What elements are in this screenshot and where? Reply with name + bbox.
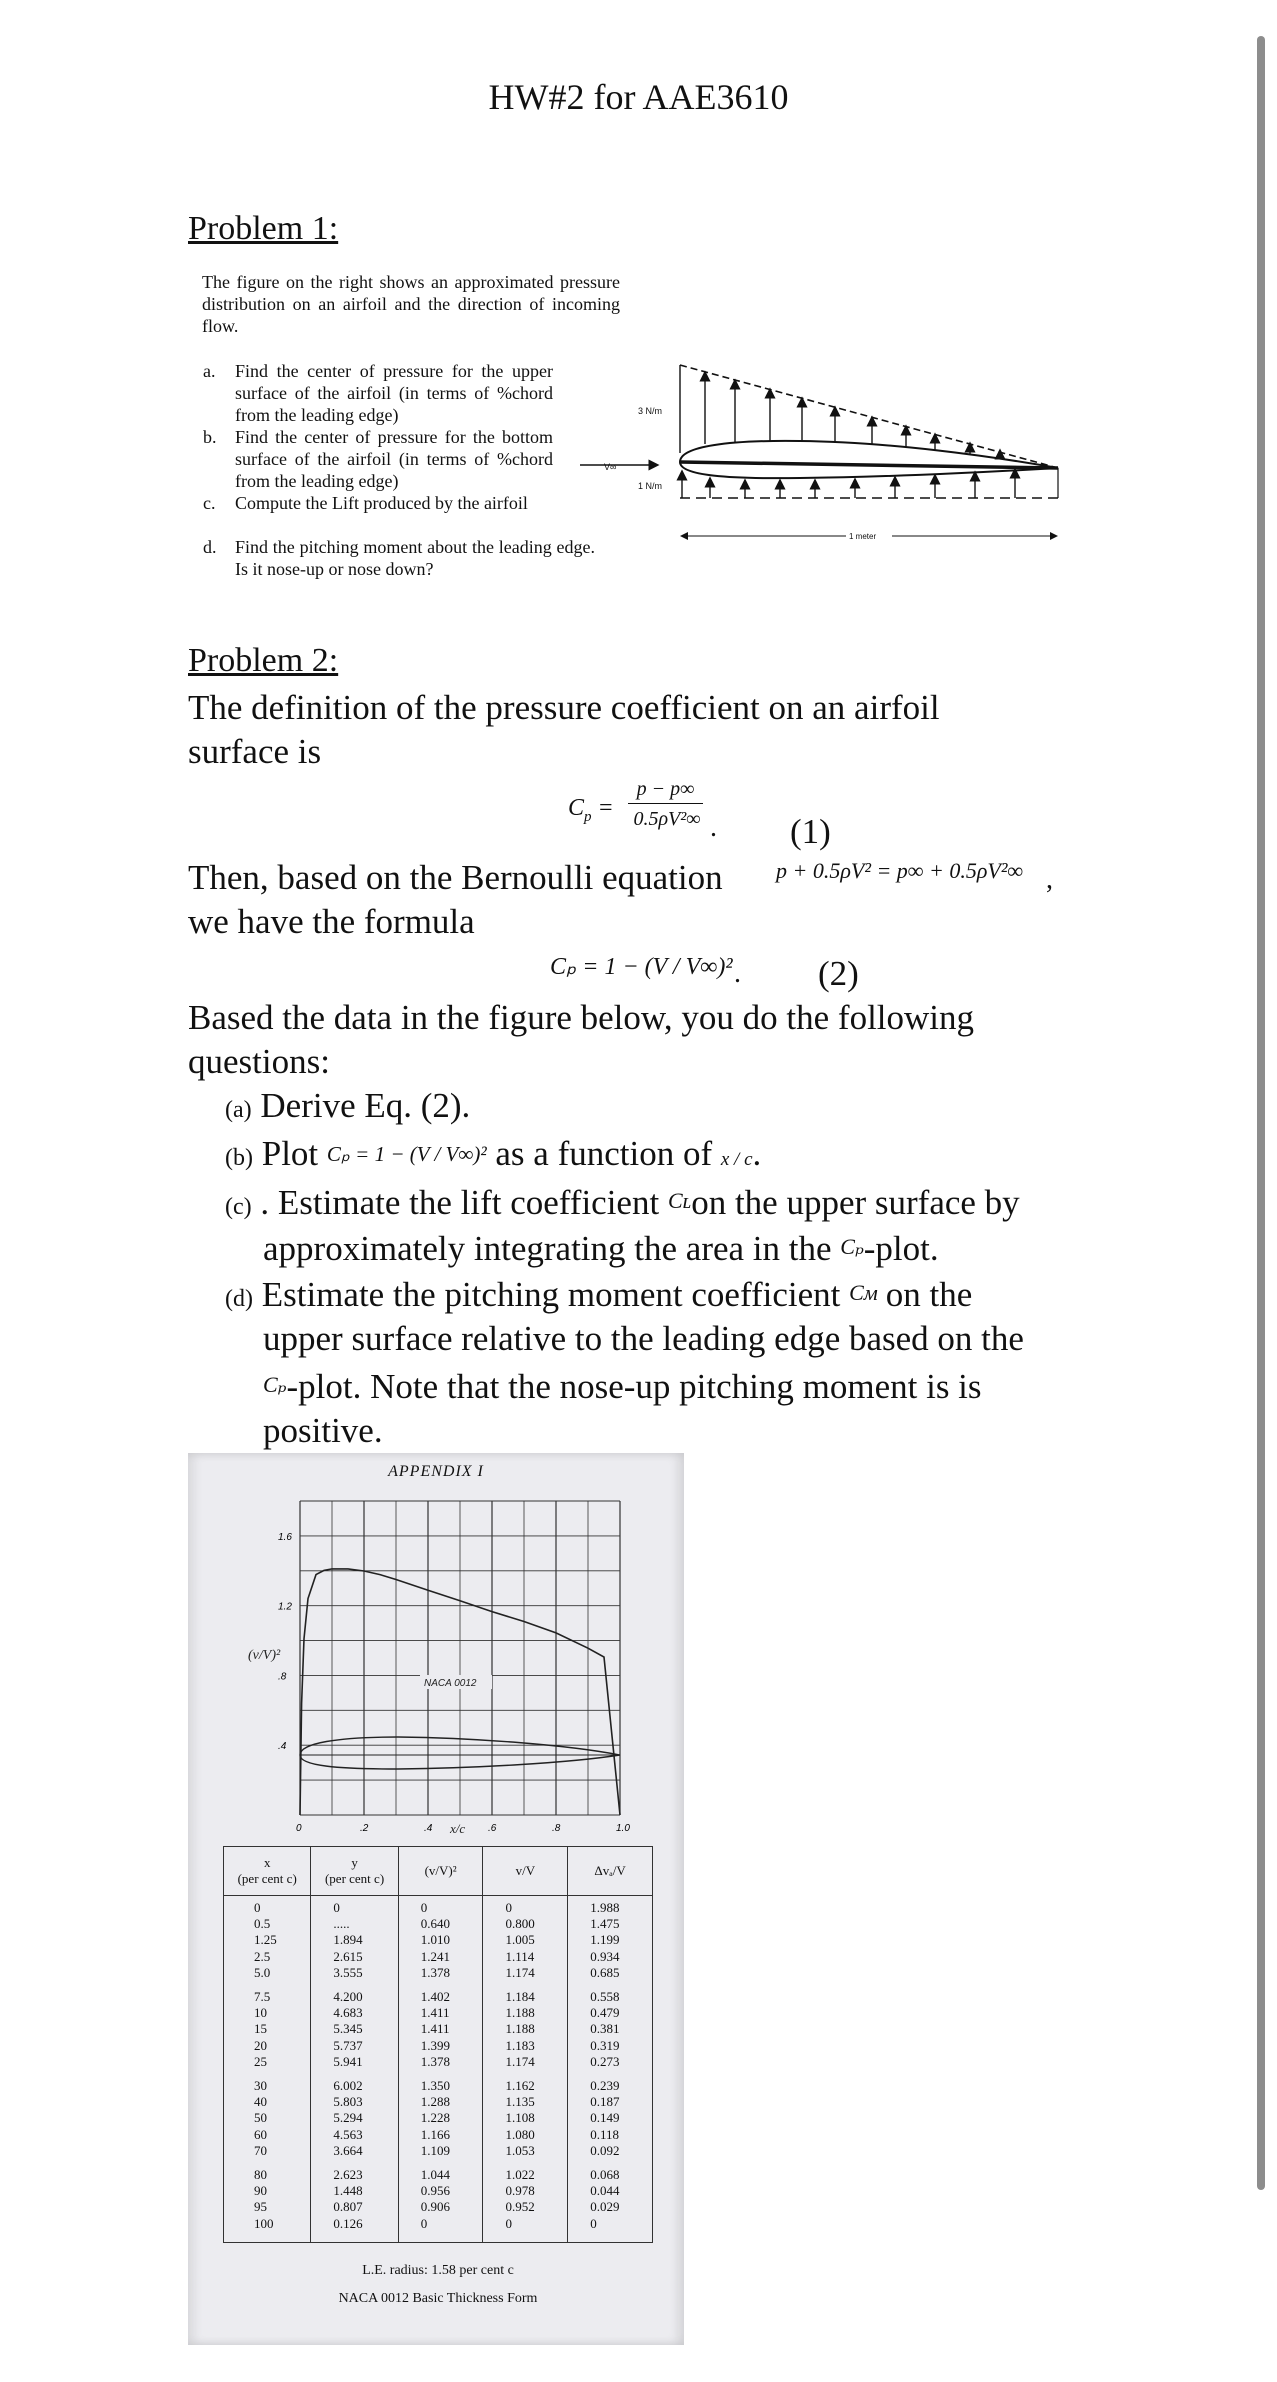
table-value: 0 bbox=[333, 1900, 340, 1915]
table-value: 0.479 bbox=[590, 2005, 620, 2021]
question-d-cont2 bbox=[263, 1362, 982, 1410]
table-value: 5.941 bbox=[333, 2053, 363, 2069]
table-value: 1.010 bbox=[420, 1932, 450, 1948]
table-value: 1.080 bbox=[505, 2126, 535, 2142]
chart-xlabel: x/c bbox=[450, 1821, 466, 1836]
table-value: 5.737 bbox=[333, 2037, 363, 2053]
question-d-cont3: positive. bbox=[263, 1411, 383, 1450]
table-cell bbox=[568, 2163, 653, 2242]
question-text: -plot. Note that the nose-up pitching moment is is bbox=[286, 1367, 982, 1406]
table-value: 1.411 bbox=[420, 2021, 450, 2037]
table-value: 0 bbox=[420, 2215, 428, 2231]
table-value: 0.906 bbox=[420, 2199, 450, 2215]
eq1-numerator: p − p∞ bbox=[628, 778, 703, 804]
table-value: 1.053 bbox=[505, 2142, 535, 2158]
table-cell bbox=[398, 1896, 483, 1986]
table-value: 0.118 bbox=[590, 2126, 619, 2142]
table-value: 1.378 bbox=[420, 2053, 450, 2069]
table-value: 1.184 bbox=[505, 1989, 535, 2005]
question-d bbox=[225, 1270, 972, 1322]
table-value: 1.183 bbox=[505, 2037, 535, 2053]
table-value: 1.288 bbox=[420, 2094, 450, 2110]
table-footnote: L.E. radius: 1.58 per cent c bbox=[362, 2263, 514, 2278]
table-value: 1.894 bbox=[333, 1932, 363, 1948]
table-value: 0.807 bbox=[333, 2199, 363, 2215]
page-title: HW#2 for AAE3610 bbox=[488, 77, 789, 117]
table-value: 1.988 bbox=[590, 1900, 620, 1915]
bernoulli-text: Then, based on the Bernoulli equation bbox=[188, 858, 723, 897]
table-value: ..... bbox=[333, 1916, 350, 1932]
scrollbar-thumb[interactable] bbox=[1257, 36, 1265, 2190]
table-value: 80 bbox=[254, 2167, 267, 2183]
table-cell bbox=[311, 2163, 398, 2242]
table-value: 2.5 bbox=[254, 1948, 271, 1964]
table-cell bbox=[483, 1985, 568, 2074]
upper-load-arrows bbox=[705, 376, 1000, 459]
table-value: 95 bbox=[254, 2199, 267, 2215]
question-a bbox=[225, 1083, 470, 1133]
table-value: 25 bbox=[254, 2053, 267, 2069]
table-header: y (per cent c) bbox=[311, 1847, 398, 1896]
table-value: 1.166 bbox=[420, 2126, 450, 2142]
table-value: 0.092 bbox=[590, 2142, 620, 2158]
table-value: 0.640 bbox=[420, 1916, 450, 1932]
question-formula: Cₚ = 1 − (V / V∞)² bbox=[326, 1142, 487, 1166]
table-value: 0 bbox=[505, 2215, 512, 2231]
x-tick-label: .8 bbox=[552, 1823, 561, 1834]
chart-series-label: NACA 0012 bbox=[424, 1678, 477, 1689]
table-value: 0 bbox=[254, 1900, 261, 1915]
table-value: 5.803 bbox=[333, 2094, 363, 2110]
table-cell bbox=[224, 1896, 311, 1986]
table-value: 0 bbox=[505, 1900, 512, 1915]
question-text: as a function of bbox=[495, 1134, 713, 1173]
eq2-formula: Cₚ = 1 − (V / V∞)² bbox=[550, 954, 733, 980]
table-value: 1.378 bbox=[420, 1964, 450, 1980]
question-d-cont1: upper surface relative to the leading edge based on the bbox=[263, 1319, 1024, 1358]
table-value: 1.475 bbox=[590, 1916, 620, 1932]
item-marker: c. bbox=[203, 493, 216, 513]
table-caption: NACA 0012 Basic Thickness Form bbox=[338, 2291, 538, 2306]
table-cell bbox=[568, 2074, 653, 2163]
problem1-item-b bbox=[203, 426, 553, 492]
table-cell bbox=[311, 1985, 398, 2074]
length-label: 1 meter bbox=[849, 532, 877, 541]
table-cell bbox=[224, 1985, 311, 2074]
table-value: 1.350 bbox=[420, 2078, 450, 2094]
table-value: 1.399 bbox=[420, 2037, 450, 2053]
table-value: 0.068 bbox=[590, 2167, 620, 2183]
table-value: 0.319 bbox=[590, 2037, 620, 2053]
table-value: 1.411 bbox=[420, 2005, 450, 2021]
eq1-lhs: $C_p$ = bbox=[568, 795, 614, 825]
table-value: 5.0 bbox=[254, 1964, 271, 1980]
y-tick-label: 1.2 bbox=[278, 1601, 292, 1613]
table-cell bbox=[398, 2163, 483, 2242]
table-value: 0.952 bbox=[505, 2199, 535, 2215]
upper-load-envelope bbox=[680, 365, 1058, 468]
item-text: Find the center of pressure for the upper surface of the airfoil (in terms of %chord from the leading edge) bbox=[235, 361, 553, 425]
x-tick-label: 1.0 bbox=[616, 1823, 630, 1834]
table-value: 1.402 bbox=[420, 1989, 450, 2005]
bernoulli-equation: p + 0.5ρV² = p∞ + 0.5ρV²∞ bbox=[776, 858, 1024, 883]
table-value: 1.448 bbox=[333, 2183, 363, 2199]
problem1-item-a bbox=[203, 360, 553, 426]
appendix-title: APPENDIX I bbox=[388, 1463, 484, 1480]
lower-load-label: 1 N/m bbox=[638, 481, 663, 491]
table-header: v/V bbox=[483, 1847, 568, 1896]
y-tick-label: .4 bbox=[278, 1741, 287, 1753]
pressure-distribution-figure bbox=[570, 350, 1070, 550]
table-value: 50 bbox=[254, 2110, 267, 2126]
table-cell bbox=[483, 2074, 568, 2163]
table-value: 4.563 bbox=[333, 2126, 363, 2142]
table-value: 60 bbox=[254, 2126, 267, 2142]
table-value: 15 bbox=[254, 2021, 267, 2037]
flow-label: V∞ bbox=[604, 462, 617, 472]
table-cell bbox=[398, 2074, 483, 2163]
table-value: 1.188 bbox=[505, 2021, 535, 2037]
eq1-number: (1) bbox=[790, 812, 831, 851]
table-value: 0.934 bbox=[590, 1948, 620, 1964]
table-header: Δvₐ/V bbox=[568, 1847, 653, 1896]
table-header: (v/V)² bbox=[398, 1847, 483, 1896]
problem1-intro: The figure on the right shows an approximated pressure distribution on an airfoil and the direction of incoming flow. bbox=[202, 272, 620, 336]
pressure-coefficient-symbol: Cₚ bbox=[840, 1234, 864, 1259]
table-value: 1.162 bbox=[505, 2078, 535, 2094]
upper-load-label: 3 N/m bbox=[638, 406, 663, 416]
table-value: 0.381 bbox=[590, 2021, 620, 2037]
table-value: 0.273 bbox=[590, 2053, 620, 2069]
question-marker: (d) bbox=[225, 1286, 253, 1312]
table-value: 0.800 bbox=[505, 1916, 535, 1932]
item-text: Find the center of pressure for the bottom surface of the airfoil (in terms of %chord from the leading edge) bbox=[235, 427, 553, 491]
x-tick-label: .2 bbox=[360, 1823, 369, 1834]
question-variable: x / c bbox=[720, 1149, 753, 1170]
problem1-item-d bbox=[203, 536, 595, 580]
table-value: 0.956 bbox=[420, 2183, 450, 2199]
table-value: 40 bbox=[254, 2094, 267, 2110]
table-value: 1.199 bbox=[590, 1932, 620, 1948]
moment-coefficient-symbol: Cᴍ bbox=[849, 1280, 877, 1305]
table-value: 70 bbox=[254, 2142, 267, 2158]
table-value: 5.345 bbox=[333, 2021, 363, 2037]
table-value: 20 bbox=[254, 2037, 267, 2053]
table-value: 0.5 bbox=[254, 1916, 271, 1932]
table-value: 30 bbox=[254, 2078, 267, 2094]
table-value: 1.109 bbox=[420, 2142, 450, 2158]
x-tick-label: 0 bbox=[296, 1823, 302, 1834]
table-header: x (per cent c) bbox=[224, 1847, 311, 1896]
table-value: 5.294 bbox=[333, 2110, 363, 2126]
table-cell bbox=[311, 1896, 398, 1986]
question-b: (b) Plot Cₚ = 1 − (V / V∞)² as a function of x / c. bbox=[225, 1134, 762, 1173]
problem1-heading: Problem 1: bbox=[188, 210, 339, 247]
chart-ylabel: (v/V)² bbox=[248, 1648, 281, 1663]
question-marker: (b) bbox=[225, 1145, 253, 1171]
table-value: 1.174 bbox=[505, 1964, 535, 1980]
table-value: 1.005 bbox=[505, 1932, 535, 1948]
problem2-intro: The definition of the pressure coefficient on an airfoil surface is bbox=[188, 688, 940, 771]
table-value: 0 bbox=[590, 2215, 597, 2231]
pressure-coefficient-symbol: Cₚ bbox=[263, 1372, 287, 1397]
table-value: 100 bbox=[254, 2215, 274, 2231]
item-text: Compute the Lift produced by the airfoil bbox=[235, 493, 528, 513]
table-value: 2.623 bbox=[333, 2167, 363, 2183]
table-value: 0.126 bbox=[333, 2215, 363, 2231]
question-text: Plot bbox=[261, 1134, 319, 1173]
table-value: 0.187 bbox=[590, 2094, 620, 2110]
table-cell bbox=[398, 1985, 483, 2074]
table-value: 1.044 bbox=[420, 2167, 450, 2183]
question-text: -plot. bbox=[863, 1229, 939, 1268]
table-value: 7.5 bbox=[254, 1989, 271, 2005]
table-cell bbox=[483, 2163, 568, 2242]
problem1-item-c bbox=[203, 492, 553, 514]
table-cell bbox=[568, 1896, 653, 1986]
table-value: 1.022 bbox=[505, 2167, 535, 2183]
table-value: 0.685 bbox=[590, 1964, 620, 1980]
table-value: 0.978 bbox=[505, 2183, 535, 2199]
table-row-group bbox=[224, 1896, 653, 1986]
item-marker: b. bbox=[203, 427, 217, 447]
table-value: 1.135 bbox=[505, 2094, 535, 2110]
table-value: 2.615 bbox=[333, 1948, 363, 1964]
table-row-group bbox=[224, 2074, 653, 2163]
question-c bbox=[225, 1178, 1020, 1230]
table-cell bbox=[224, 2074, 311, 2163]
table-value: 0 bbox=[420, 1900, 428, 1915]
lift-coefficient-symbol: Cʟ bbox=[667, 1188, 692, 1213]
table-cell bbox=[224, 2163, 311, 2242]
table-value: 1.108 bbox=[505, 2110, 535, 2126]
table-value: 0.149 bbox=[590, 2110, 620, 2126]
item-text: Find the pitching moment about the leading edge. Is it nose-up or nose down? bbox=[235, 537, 595, 579]
table-value: 90 bbox=[254, 2183, 267, 2199]
table-value: 4.683 bbox=[333, 2005, 363, 2021]
table-value: 0.044 bbox=[590, 2183, 620, 2199]
x-tick-label: .4 bbox=[424, 1823, 433, 1834]
item-marker: d. bbox=[203, 537, 217, 557]
airfoil-chord bbox=[680, 462, 1058, 468]
bernoulli-comma: , bbox=[1046, 864, 1053, 895]
velocity-chart bbox=[188, 1453, 684, 1843]
eq2-period: . bbox=[734, 958, 741, 989]
table-value: 1.228 bbox=[420, 2110, 450, 2126]
eq1-period: . bbox=[710, 812, 717, 843]
question-c-cont bbox=[263, 1224, 939, 1272]
table-value: 0.558 bbox=[590, 1989, 620, 2005]
appendix-scan bbox=[188, 1453, 684, 2345]
question-text: approximately integrating the area in the bbox=[263, 1229, 832, 1268]
table-value: 3.555 bbox=[333, 1964, 363, 1980]
y-tick-label: 1.6 bbox=[278, 1531, 292, 1543]
table-row-group bbox=[224, 2163, 653, 2242]
based-text: Based the data in the figure below, you do the following questions: bbox=[188, 998, 975, 1081]
table-value: 6.002 bbox=[333, 2078, 363, 2094]
y-tick-label: .8 bbox=[278, 1671, 287, 1683]
naca-data-table bbox=[223, 1846, 653, 2243]
formula-text: we have the formula bbox=[188, 902, 475, 941]
question-marker: (a) bbox=[225, 1097, 252, 1123]
question-text: Derive Eq. (2). bbox=[260, 1086, 471, 1125]
problem2-heading: Problem 2: bbox=[188, 642, 339, 679]
table-value: 10 bbox=[254, 2005, 267, 2021]
table-value: 0.029 bbox=[590, 2199, 620, 2215]
table-value: 1.174 bbox=[505, 2053, 535, 2069]
item-marker: a. bbox=[203, 361, 216, 381]
eq2-number: (2) bbox=[818, 954, 859, 993]
table-cell bbox=[483, 1896, 568, 1986]
table-value: 1.114 bbox=[505, 1948, 535, 1964]
airfoil-outline bbox=[680, 441, 1058, 478]
question-text: . Estimate the lift coefficient bbox=[260, 1183, 660, 1222]
x-tick-label: .6 bbox=[488, 1823, 497, 1834]
table-value: 1.188 bbox=[505, 2005, 535, 2021]
table-cell bbox=[311, 2074, 398, 2163]
question-text: on the bbox=[885, 1275, 973, 1314]
table-row-group bbox=[224, 1985, 653, 2074]
table-cell bbox=[568, 1985, 653, 2074]
question-text: Estimate the pitching moment coefficient bbox=[261, 1275, 841, 1314]
table-value: 0.239 bbox=[590, 2078, 620, 2094]
table-value: 3.664 bbox=[333, 2142, 363, 2158]
question-text: on the upper surface by bbox=[691, 1183, 1020, 1222]
eq1-denominator: 0.5ρV²∞ bbox=[633, 808, 701, 830]
table-value: 4.200 bbox=[333, 1989, 363, 2005]
table-value: 1.25 bbox=[254, 1932, 277, 1948]
table-value: 1.241 bbox=[420, 1948, 450, 1964]
question-marker: (c) bbox=[225, 1194, 252, 1220]
